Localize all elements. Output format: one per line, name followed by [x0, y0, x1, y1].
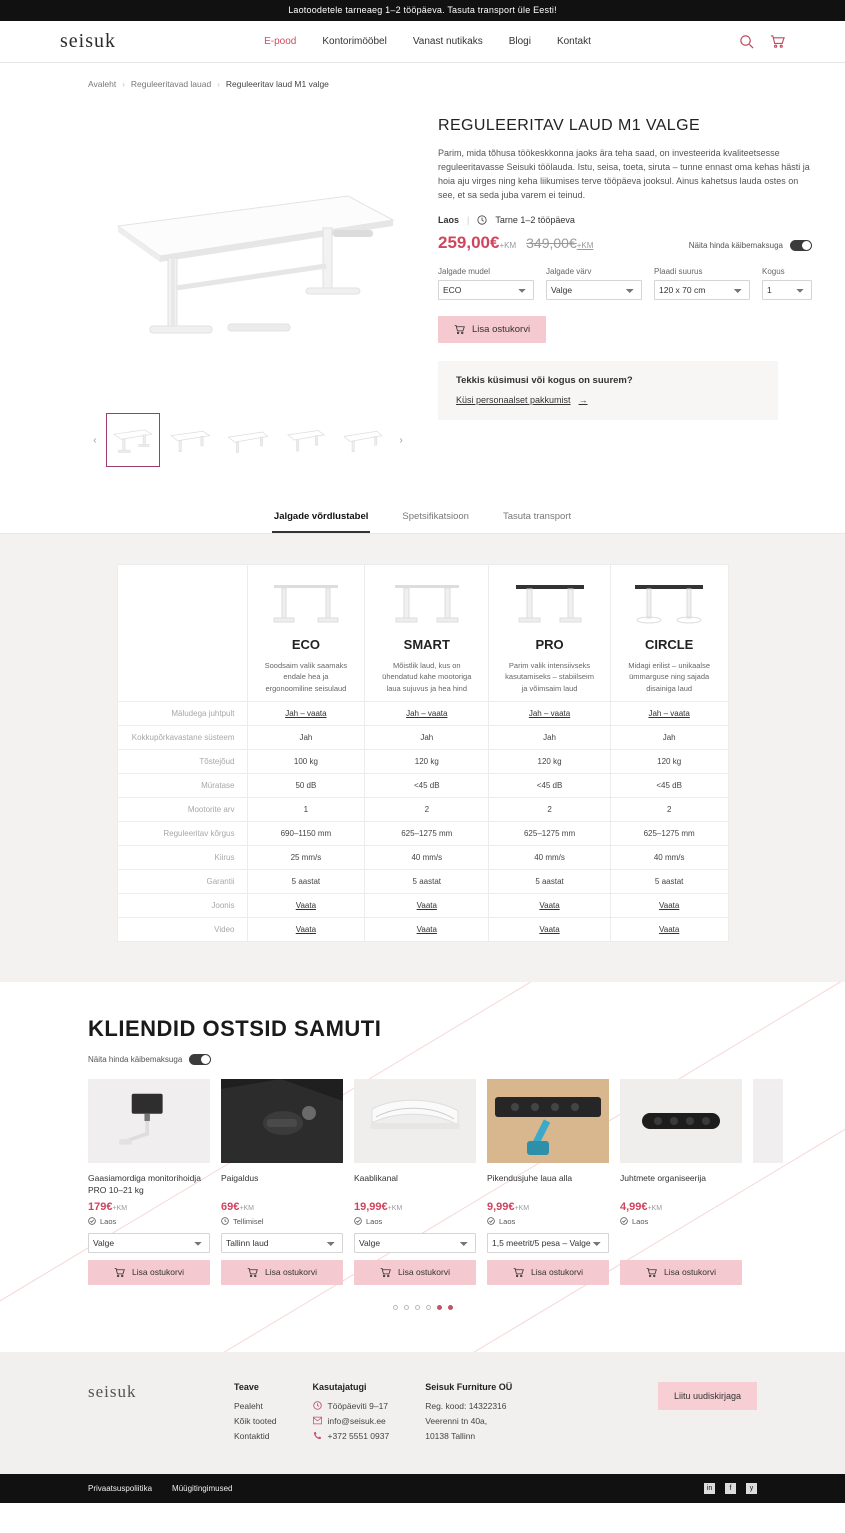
option-group-leg-color: [546, 267, 642, 300]
product-carousel: [0, 1079, 845, 1285]
question-box-title: Tekkis küsimusi või kogus on suurem?: [456, 374, 633, 386]
product-name: Gaasiamordiga monitorihoidja PRO 10–21 kg: [88, 1172, 201, 1195]
row-label: Garantii: [117, 869, 247, 893]
cell: Jah: [610, 725, 728, 749]
footer-column-title: Kasutajatugi: [312, 1381, 367, 1392]
cell: Vaata: [489, 893, 611, 917]
row-label: Mootorite arv: [117, 797, 247, 821]
cell: 25 mm/s: [247, 845, 365, 869]
stock-row: [438, 215, 812, 225]
select-leg-color[interactable]: [546, 280, 642, 300]
cell: 625–1275 mm: [365, 821, 489, 845]
price-current-vat: +KM: [499, 240, 517, 250]
carousel-dot-6[interactable]: [448, 1305, 453, 1310]
cart-icon: [114, 1267, 125, 1278]
carousel-dot-1[interactable]: [393, 1305, 398, 1310]
facebook-icon[interactable]: f: [725, 1483, 736, 1494]
add-to-cart-button[interactable]: [438, 316, 546, 343]
cell: Jah: [365, 725, 489, 749]
price-row: [438, 233, 812, 253]
product-gallery: [88, 103, 408, 467]
option-group-top-size: [654, 267, 750, 300]
thumbnail-1[interactable]: [106, 413, 160, 467]
product-image-installation[interactable]: [221, 1079, 343, 1163]
add-to-cart-label: Lisa ostukorvi: [472, 323, 531, 335]
footer-link-pealeht[interactable]: Pealeht: [234, 1400, 263, 1411]
thumbnail-next-arrow[interactable]: ›: [399, 434, 403, 446]
breadcrumb-item-home[interactable]: Avaleht: [88, 79, 117, 89]
table-row: [117, 773, 728, 797]
footer-column-teave: [234, 1382, 277, 1446]
table-row: [117, 893, 728, 917]
table-row: [117, 725, 728, 749]
vat-toggle-group: [689, 240, 812, 251]
desk-illustration: [98, 148, 398, 358]
add-to-cart-button[interactable]: Lisa ostukorvi: [88, 1260, 210, 1285]
option-group-quantity: [762, 267, 812, 300]
product-card[interactable]: [88, 1079, 210, 1285]
cart-icon: [513, 1267, 524, 1278]
delivery-time: Tarne 1–2 tööpäeva: [495, 214, 575, 225]
check-circle-icon: [88, 1217, 96, 1225]
cart-icon[interactable]: [770, 34, 785, 49]
product-option-select[interactable]: [354, 1233, 476, 1253]
also-vat-toggle-label: Näita hinda käibemaksuga: [88, 1054, 183, 1064]
carousel-dot-2[interactable]: [404, 1305, 409, 1310]
product-image-partial[interactable]: [753, 1079, 783, 1163]
empty-corner: [117, 565, 247, 702]
main-navigation: [116, 32, 739, 51]
footer-column-title: Seisuk Furniture OÜ: [425, 1381, 513, 1392]
product-image-power-strip[interactable]: [487, 1079, 609, 1163]
vat-toggle-switch[interactable]: [790, 240, 812, 251]
cell: 625–1275 mm: [610, 821, 728, 845]
model-name-eco: ECO: [291, 637, 320, 652]
youtube-icon[interactable]: y: [746, 1483, 757, 1494]
cell: Jah – vaata: [365, 701, 489, 725]
site-logo[interactable]: seisuk: [60, 30, 116, 52]
comparison-section: [0, 534, 845, 982]
cell: Vaata: [247, 917, 365, 941]
thumbnail-5[interactable]: [336, 413, 390, 467]
table-row-models: [117, 565, 728, 702]
clock-icon: [313, 1401, 322, 1410]
product-info: [438, 103, 812, 467]
product-availability: Laos: [354, 1217, 476, 1226]
select-top-size[interactable]: [654, 280, 750, 300]
price-original-vat: +KM: [576, 240, 594, 250]
page-title: REGULEERITAV LAUD M1 VALGE: [438, 117, 701, 134]
cell: 690–1150 mm: [247, 821, 365, 845]
price-current: 259,00€+KM: [438, 232, 517, 252]
cell: 120 kg: [610, 749, 728, 773]
product-price: 4,99€+KM: [620, 1200, 663, 1213]
product-tabs: [0, 501, 845, 534]
clock-icon: [477, 215, 487, 225]
product-name: Paigaldus: [221, 1172, 259, 1183]
nav-item-blogi[interactable]: Blogi: [508, 36, 531, 47]
breadcrumb-item-current: Reguleeritav laud M1 valge: [225, 79, 329, 89]
label-top-size: Plaadi suurus: [654, 266, 703, 276]
cell: Vaata: [365, 893, 489, 917]
breadcrumb-item-category[interactable]: Reguleeritavad lauad: [130, 79, 212, 89]
personal-offer-link[interactable]: Küsi personaalset pakkumist →: [456, 394, 588, 405]
option-group-leg-model: [438, 267, 534, 300]
product-availability: Laos: [88, 1217, 210, 1226]
product-price: 179€+KM: [88, 1200, 128, 1213]
price-original: 349,00€+KM: [526, 234, 594, 251]
header-icons: [739, 34, 785, 49]
product-card[interactable]: [487, 1079, 609, 1285]
smart-legs-image: [389, 579, 465, 631]
clock-icon: [221, 1217, 229, 1225]
cell: 40 mm/s: [365, 845, 489, 869]
table-row: [117, 821, 728, 845]
circle-legs-image: [631, 579, 707, 631]
select-leg-model[interactable]: [438, 280, 534, 300]
model-name-pro: PRO: [535, 637, 564, 652]
carousel-dots: [0, 1305, 845, 1310]
table-row: [117, 869, 728, 893]
footer-address-line2: 10138 Tallinn: [425, 1430, 476, 1441]
divider: |: [467, 214, 470, 225]
cart-icon: [454, 324, 465, 335]
breadcrumb: [0, 63, 845, 99]
add-to-cart-button[interactable]: Lisa ostukorvi: [487, 1260, 609, 1285]
search-icon[interactable]: [739, 34, 754, 49]
product-card[interactable]: [221, 1079, 343, 1285]
footer-reg-code: Reg. kood: 14322316: [425, 1400, 507, 1411]
product-option-select[interactable]: [487, 1233, 609, 1253]
model-column-eco: [247, 565, 365, 702]
product-card[interactable]: [620, 1079, 742, 1285]
product-price: 69€+KM: [221, 1200, 254, 1213]
row-label: Video: [117, 917, 247, 941]
cell: Vaata: [365, 917, 489, 941]
also-bought-section: [0, 982, 845, 1352]
cell: 100 kg: [247, 749, 365, 773]
also-bought-heading: KLIENDID OSTSID SAMUTI: [88, 1015, 382, 1041]
thumbnail-prev-arrow[interactable]: ‹: [93, 434, 97, 446]
cell: 5 aastat: [610, 869, 728, 893]
social-links: [704, 1483, 757, 1494]
site-header: [0, 21, 845, 63]
footer-column-company: [425, 1382, 512, 1446]
product-section: [0, 99, 845, 467]
footer-address-line1: Veerenni tn 40a,: [425, 1415, 488, 1426]
cell: Jah – vaata: [489, 701, 611, 725]
thumbnail-3[interactable]: [221, 413, 275, 467]
pro-legs-image: [512, 579, 588, 631]
label-quantity: Kogus: [762, 266, 785, 276]
newsletter-button[interactable]: Liitu uudiskirjaga: [658, 1382, 757, 1410]
cell: 40 mm/s: [489, 845, 611, 869]
add-to-cart-button[interactable]: Lisa ostukorvi: [221, 1260, 343, 1285]
mail-icon: [313, 1416, 322, 1425]
table-row: [117, 917, 728, 941]
model-desc-circle: Midagi erilist – unikaalse ümmarguse ning sajada disainiga laud: [628, 661, 711, 693]
footer-logo[interactable]: seisuk: [88, 1381, 137, 1401]
model-column-circle: [610, 565, 728, 702]
cart-icon: [380, 1267, 391, 1278]
nav-item-kontakt[interactable]: Kontakt: [556, 36, 591, 47]
product-price: 19,99€+KM: [354, 1200, 403, 1213]
footer-link-kontaktid[interactable]: Kontaktid: [234, 1430, 270, 1441]
cell: 2: [365, 797, 489, 821]
product-card[interactable]: [354, 1079, 476, 1285]
model-column-pro: [489, 565, 611, 702]
product-image-monitor-arm[interactable]: [88, 1079, 210, 1163]
privacy-policy-link[interactable]: Privaatsuspoliitika: [88, 1483, 153, 1493]
cell: 120 kg: [365, 749, 489, 773]
cart-icon: [646, 1267, 657, 1278]
footer-link-koik-tooted[interactable]: Kõik tooted: [234, 1415, 277, 1426]
cell: 120 kg: [489, 749, 611, 773]
row-label: Mäludega juhtpult: [117, 701, 247, 725]
product-image-cable-organizer[interactable]: [620, 1079, 742, 1163]
announcement-bar: Laotoodetele tarneaeg 1–2 tööpäeva. Tasuta transport üle Eesti!: [0, 0, 845, 21]
cell: Vaata: [489, 917, 611, 941]
cell: Jah: [489, 725, 611, 749]
vat-toggle-label: Näita hinda käibemaksuga: [688, 240, 783, 250]
product-option-select[interactable]: [88, 1233, 210, 1253]
nav-item-epood[interactable]: E-pood: [264, 36, 297, 47]
cell: Jah – vaata: [247, 701, 365, 725]
carousel-dot-3[interactable]: [415, 1305, 420, 1310]
thumbnail-4[interactable]: [279, 413, 333, 467]
add-to-cart-button[interactable]: Lisa ostukorvi: [354, 1260, 476, 1285]
cell: 1: [247, 797, 365, 821]
model-desc-smart: Mõistlik laud, kus on ühendatud kahe mootoriga laua sujuvus ja hea hind: [382, 661, 472, 693]
table-row: [117, 749, 728, 773]
phone-icon: [313, 1431, 322, 1440]
carousel-dot-5[interactable]: [437, 1305, 442, 1310]
tab-leg-comparison[interactable]: Jalgade võrdlustabel: [272, 501, 371, 533]
model-desc-eco: Soodsaim valik saamaks endale hea ja ergonoomiline seisulaud: [264, 661, 348, 693]
product-option-select[interactable]: [221, 1233, 343, 1253]
row-label: Kiirus: [117, 845, 247, 869]
row-label: Tõstejõud: [117, 749, 247, 773]
table-row: [117, 797, 728, 821]
linkedin-icon[interactable]: in: [704, 1483, 715, 1494]
tab-free-shipping[interactable]: Tasuta transport: [502, 511, 572, 522]
footer-email[interactable]: info@seisuk.ee: [313, 1416, 390, 1426]
tab-specification[interactable]: Spetsifikatsioon: [402, 511, 469, 522]
check-circle-icon: [620, 1217, 628, 1225]
row-label: Joonis: [117, 893, 247, 917]
chevron-right-icon: ›: [122, 79, 125, 89]
footer-phone[interactable]: +372 5551 0937: [313, 1431, 390, 1441]
row-label: Reguleeritav kõrgus: [117, 821, 247, 845]
product-price: 9,99€+KM: [487, 1200, 530, 1213]
label-leg-color: Jalgade värv: [546, 266, 592, 276]
also-vat-toggle-switch[interactable]: [189, 1054, 211, 1065]
product-availability: Tellimisel: [221, 1217, 343, 1226]
row-label: Kokkupõrkavastane süsteem: [117, 725, 247, 749]
chevron-right-icon: ›: [217, 79, 220, 89]
nav-item-vanast-nutikaks[interactable]: Vanast nutikaks: [412, 36, 483, 47]
footer-hours: Tööpäeviti 9–17: [313, 1401, 390, 1411]
add-to-cart-button[interactable]: Lisa ostukorvi: [620, 1260, 742, 1285]
footer-bottom-bar: [0, 1474, 845, 1503]
cell: 5 aastat: [489, 869, 611, 893]
check-circle-icon: [487, 1217, 495, 1225]
product-availability: Laos: [620, 1217, 742, 1226]
cell: 2: [489, 797, 611, 821]
product-image-cable-tray[interactable]: [354, 1079, 476, 1163]
model-column-smart: [365, 565, 489, 702]
product-card-partial[interactable]: [753, 1079, 783, 1285]
arrow-right-icon: →: [578, 394, 588, 405]
cell: 625–1275 mm: [489, 821, 611, 845]
footer-column-title: Teave: [234, 1381, 259, 1392]
table-row: [117, 701, 728, 725]
thumbnail-2[interactable]: [164, 413, 218, 467]
product-name: Pikendusjuhe laua alla: [487, 1172, 573, 1183]
product-availability: Laos: [487, 1217, 609, 1226]
product-description: Parim, mida tõhusa töökeskkonna jaoks ära teha saad, on investeerida kvaliteetsesse reguleeritavasse Seisuki töölauda. Istu, seisa, toeta, siruta – tunne ennast oma kehas hästi ja hoia aju virges ning keha liikumises terve tööpäeva jooksul. Ainus kahetsus lauda ostes on see, et sa seda juba varem ei teinud.: [438, 148, 810, 200]
product-name: Kaablikanal: [354, 1172, 398, 1183]
cell: 2: [610, 797, 728, 821]
footer-column-kasutajatugi: [313, 1382, 390, 1446]
carousel-dot-4[interactable]: [426, 1305, 431, 1310]
cell: 5 aastat: [365, 869, 489, 893]
model-name-circle: CIRCLE: [644, 637, 694, 652]
cell: <45 dB: [610, 773, 728, 797]
cell: Vaata: [610, 917, 728, 941]
cell: 40 mm/s: [610, 845, 728, 869]
label-leg-model: Jalgade mudel: [438, 266, 491, 276]
product-options: [438, 267, 812, 300]
stock-status: Laos: [438, 214, 460, 225]
row-label: Müratase: [117, 773, 247, 797]
terms-link[interactable]: Müügitingimused: [172, 1483, 233, 1493]
model-desc-pro: Parim valik intensiivseks kasutamiseks – stabiilseim ja võimsaim laud: [505, 661, 594, 693]
product-name: Juhtmete organiseerija: [620, 1172, 706, 1183]
cell: 50 dB: [247, 773, 365, 797]
nav-item-kontorimoobel[interactable]: Kontorimööbel: [322, 36, 387, 47]
cell: Vaata: [247, 893, 365, 917]
table-row: [117, 845, 728, 869]
cart-icon: [247, 1267, 258, 1278]
model-name-smart: SMART: [403, 637, 450, 652]
cell: 5 aastat: [247, 869, 365, 893]
question-box: [438, 361, 778, 420]
cell: Jah – vaata: [610, 701, 728, 725]
cell: Vaata: [610, 893, 728, 917]
eco-legs-image: [268, 579, 344, 631]
cell: <45 dB: [489, 773, 611, 797]
cell: Jah: [247, 725, 365, 749]
cell: <45 dB: [365, 773, 489, 797]
product-main-image[interactable]: [88, 103, 408, 403]
comparison-table: [117, 564, 729, 942]
select-quantity[interactable]: [762, 280, 812, 300]
check-circle-icon: [354, 1217, 362, 1225]
site-footer: [0, 1352, 845, 1474]
thumbnail-strip: [88, 413, 408, 467]
